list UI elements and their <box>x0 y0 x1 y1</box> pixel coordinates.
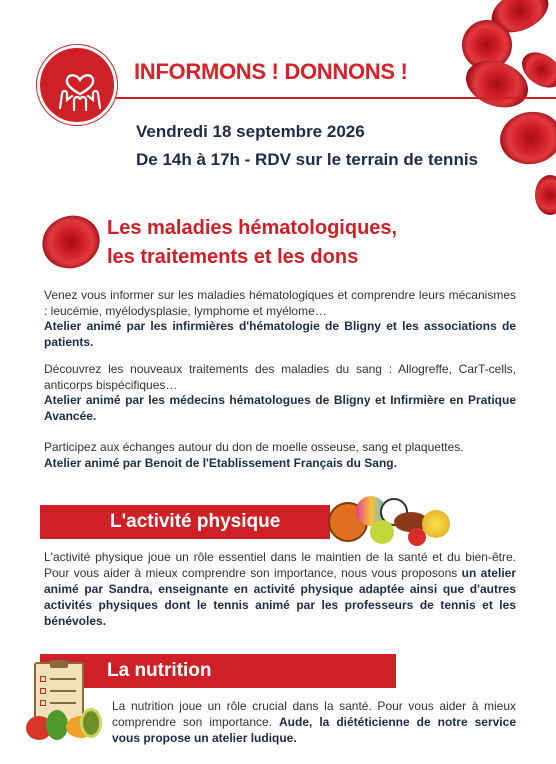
blood-cell-icon <box>35 208 107 277</box>
paragraph-bold: Atelier animé par Benoit de l'Etablissement Français du Sang. <box>44 455 397 470</box>
paragraph-bold: Atelier animé par les médecins hématologues de Bligny et Infirmière en Pratique Avancée. <box>44 393 516 423</box>
logo <box>37 45 117 125</box>
paragraph-bold: Atelier animé par les infirmières d'hématologie de Bligny et les associations de patients. <box>44 319 516 349</box>
paragraph-text: Participez aux échanges autour du don de moelle osseuse, sang et plaquettes. <box>44 440 464 454</box>
event-date: Vendredi 18 septembre 2026 <box>136 122 365 141</box>
paragraph-nutrition <box>112 698 516 746</box>
heart-hands-logo-icon <box>52 60 108 116</box>
paragraph-text: Découvrez les nouveaux traitements des maladies du sang : Allogreffe, CarT-cells, anticorps bispécifiques… <box>44 362 516 392</box>
slogan-title: INFORMONS ! DONNONS ! <box>134 59 408 84</box>
paragraph-bold: un atelier animé par Sandra, enseignante en activité physique adaptée ainsi que d'autres activités physiques dont le tennis animé par les professeurs de tennis et les bénévoles. <box>44 566 516 628</box>
paragraph-activite <box>44 549 516 629</box>
paragraph-traitements <box>44 362 516 424</box>
paragraph-dons <box>44 440 516 471</box>
paragraph-text: Venez vous informer sur les maladies hématologiques et comprendre leurs mécanismes : leucémie, myélodysplasie, lymphome et myélome… <box>44 288 516 318</box>
section-title-maladies-line2: les traitements et les dons <box>107 246 359 268</box>
sports-balls-icon <box>322 494 454 546</box>
section-title-nutrition: La nutrition <box>107 660 212 681</box>
paragraph-text: L'activité physique joue un rôle essentiel dans le maintien de la santé et du bien-être. Pour vous aider à mieux comprendre son importance, nous vous proposons <box>44 550 516 580</box>
section-title-activite: L'activité physique <box>110 511 281 532</box>
header-divider <box>95 97 556 99</box>
section-title-maladies-line1: Les maladies hématologiques, <box>107 217 398 239</box>
event-time-place: De 14h à 17h - RDV sur le terrain de tennis <box>136 150 479 169</box>
paragraph-text: La nutrition joue un rôle crucial dans la santé. Pour vous aider à mieux comprendre son importance. <box>112 699 516 729</box>
nutrition-checklist-icon <box>22 660 104 748</box>
blood-cell-decoration <box>496 107 556 169</box>
blood-cell-decoration <box>535 175 556 215</box>
paragraph-bold: Aude, la diététicienne de notre service vous propose un atelier ludique. <box>112 715 516 745</box>
paragraph-maladies-info <box>44 288 516 350</box>
